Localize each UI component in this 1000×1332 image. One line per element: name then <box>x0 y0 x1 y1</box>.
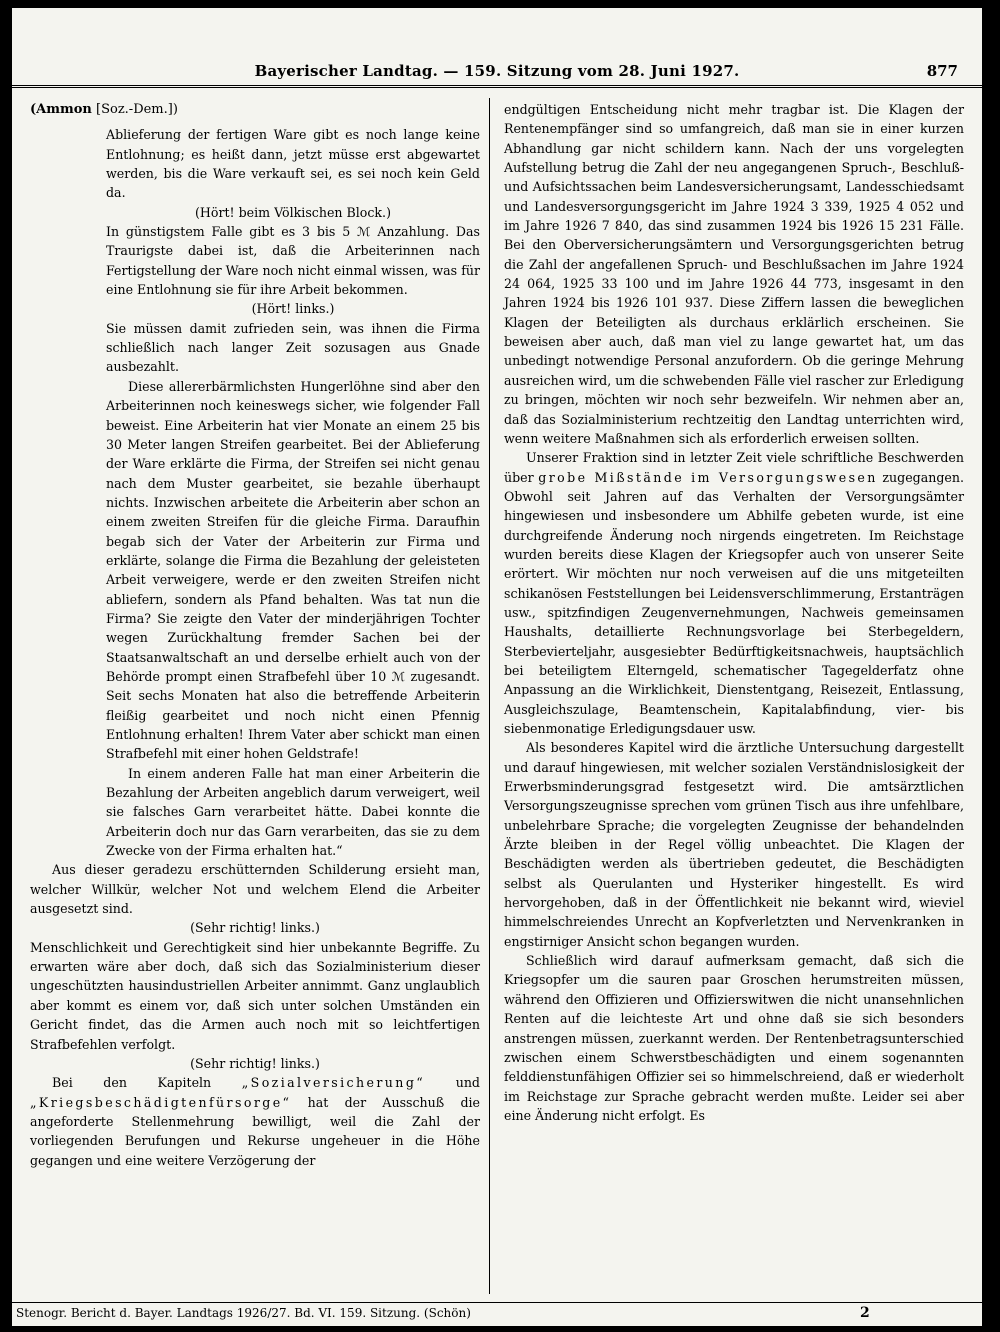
spaced-term: „Sozialversicherung“ <box>241 1075 426 1091</box>
interjection: (Sehr richtig! links.) <box>190 920 320 936</box>
page-footer <box>12 1302 982 1326</box>
quote-paragraph: Ablieferung der fertigen Ware gibt es noch lange keine Entlohnung; es heißt dann, jetzt müsse erst abgewartet werden, bis die Ware verkauft sei, es sei noch kein Geld da. <box>106 127 480 201</box>
left-column <box>30 100 480 1170</box>
speaker-name: (Ammon <box>30 102 92 117</box>
column-divider <box>489 98 490 1294</box>
text-run: zugegangen. Obwohl seit Jahren auf das Verhalten der Versorgungsämter hingewiesen und insbesondere um Abhilfe gebeten wurde, ist eine durchgreifende Änderung noch nirgends eingetreten. Im Reichstage wurden bereits diese Klagen der Kriegsopfer auch von unserer Seite erörtert. Wir möchten nur noch verweisen auf die uns mitgeteilten schikanösen Feststellungen bei Leidensverschlimmerung, Erstanträgen usw., spitzfindigen Zeugenvernehmungen, Nachweis gemeinsamen Haushalts, detaillierte Rechnungsvorlage bei Sterbegeldern, Sterbevierteljahr, ausgesiebter Bedürftigkeitsnachweis, hauptsächlich bei beteiligtem Elterngeld, schematischer Tagegelderfatz ohne Anpassung an die Wirklichkeit, Dienstentgang, Reisezeit, Entlassung, Ausgleichszulage, Beamtenschein, Kapitalabfindung, vier- bis siebenmonatige Erledigungsdauer usw. <box>504 469 964 736</box>
signature-mark: 2 <box>860 1305 870 1321</box>
text-run: Unserer Fraktion sind in letzter Zeit viele schriftliche Beschwerden über <box>504 450 964 485</box>
page-header <box>12 60 982 88</box>
interjection: (Hört! links.) <box>251 301 335 317</box>
speaker-party: [Soz.-Dem.]) <box>96 102 178 117</box>
body-paragraph <box>504 448 964 738</box>
body-paragraph <box>30 1073 480 1170</box>
spaced-term: „Kriegsbeschädigtenfürsorge“ <box>30 1094 292 1110</box>
text-run: Bei den Kapiteln <box>52 1075 212 1091</box>
header-title: Bayerischer Landtag. — 159. Sitzung vom 28. Juni 1927. <box>254 62 740 80</box>
body-paragraph: Aus dieser geradezu erschütternden Schilderung ersieht man, welcher Willkür, welcher Not und welchem Elend die Arbeiter ausgesetzt sind. <box>30 862 480 917</box>
quote-paragraph: In einem anderen Falle hat man einer Arbeiterin die Bezahlung der Arbeiten angeblich darum verweigert, weil sie falsches Garn verarbeitet hätte. Dabei konnte die Arbeiterin doch nur das Garn verarbeiten, das sie zu dem Zwecke von der Firma erhalten hat.“ <box>106 765 480 859</box>
body-paragraph: Schließlich wird darauf aufmerksam gemacht, daß sich die Kriegsopfer um die sauren paar Groschen herumstreiten müssen, während den Offizieren und Offizierswitwen die nicht unansehnlichen Renten auf die leichteste Art und ohne daß sie sich besonders anstrengen müssen, zuerkannt werden. Der Rentenbetragsunterschied zwischen einem Schwerstbeschädigten und einem sogenannten felddienstunfähigen Offizier sei so himmelschreiend, daß er wiederholt im Reichstage zur Sprache gebracht werden mußte. Leider sei aber eine Änderung nicht erfolgt. Es <box>504 953 964 1123</box>
footer-reference: Stenogr. Bericht d. Bayer. Landtags 1926/27. Bd. VI. 159. Sitzung. (Schön) <box>16 1306 471 1320</box>
text-run: hat der Ausschuß die angeforderte Stellenmehrung bewilligt, weil die Zahl der vorliegenden Berufungen und Rekurse ungeheuer in die Höhe gegangen und eine weitere Verzögerung der <box>30 1094 480 1168</box>
document-page <box>12 8 982 1326</box>
body-paragraph: Als besonderes Kapitel wird die ärztliche Untersuchung dargestellt und darauf hingewiesen, mit welcher sozialen Verständnislosigkeit der Erwerbsminderungsgrad festgesetzt wird. Die amtsärztlichen Versorgungszeugnisse sprechen vom grünen Tisch aus ihre unfehlbare, unbelehrbare Sprache; die vorgelegten Zeugnisse der behandelnden Ärzte bleiben in der Regel völlig unbeachtet. Die Klagen der Beschädigten werden als übertrieben gedeutet, die Beschädigten selbst als Querulanten und Hysteriker hingestellt. Es wird hervorgehoben, daß in der Öffentlichkeit nie bekannt wird, wieviel himmelschreiendes Unrecht an Kopfverletzten und Nervenkranken in engstirniger Ansicht schon begangen wurden. <box>504 740 964 949</box>
quoted-letter <box>30 125 480 860</box>
quote-paragraph: Diese allererbärmlichsten Hungerlöhne sind aber den Arbeiterinnen noch keineswegs sicher, wie folgender Fall beweist. Eine Arbeiterin hat vier Monate an einem 25 bis 30 Meter langen Streifen gearbeitet. Bei der Ablieferung der Ware erklärte die Firma, der Streifen sei nicht genau nach dem Muster gearbeitet, sie bezahle überhaupt nichts. Inzwischen arbeitete die Arbeiterin aber schon an einem zweiten Streifen für die gleiche Firma. Daraufhin begab sich der Vater der Arbeiterin zur Firma und erklärte, solange die Firma die Bezahlung der geleisteten Arbeit verweigere, werde er den zweiten Streifen nicht abliefern, sondern als Pfand behalten. Was tat nun die Firma? Sie zeigte den Vater der minderjährigen Tochter wegen Zurückhaltung fremder Sachen bei der Staatsanwaltschaft an und derselbe erhielt auch von der Behörde prompt einen Strafbefehl über 10 ℳ zugesandt. Seit sechs Monaten hat also die betreffende Arbeiterin fleißig gearbeitet und noch nicht einen Pfennig Entlohnung erhalten! Ihrem Vater aber schickt man einen Strafbefehl mit einer hohen Geldstrafe! <box>106 378 480 762</box>
text-run: und <box>455 1075 480 1091</box>
body-paragraph: endgültigen Entscheidung nicht mehr tragbar ist. Die Klagen der Rentenempfänger sind so umfangreich, daß man sie in einer kurzen Abhandlung gar nicht schildern kann. Nach der uns vorgelegten Aufstellung betrug die Zahl der neu angegangenen Spruch-, Beschluß- und Aufsichtssachen beim Landesversicherungsamt, Landesschiedsamt und Landesversorgungsgericht im Jahre 1924 3 339, 1925 4 052 und im Jahre 1926 7 840, das sind zusammen 1924 bis 1926 15 231 Fälle. Bei den Oberversicherungsämtern und Versorgungsgerichten betrug die Zahl der angefallenen Spruch- und Beschlußsachen im Jahre 1924 24 064, 1925 33 100 und im Jahre 1926 44 773, insgesamt in den Jahren 1924 bis 1926 101 937. Diese Ziffern lassen die beweglichen Klagen der Beteiligten als durchaus erklärlich erscheinen. Sie beweisen aber auch, daß man viel zu lange gewartet hat, um das unbedingt notwendige Personal anzufordern. Ob die geringe Mehrung ausreichen wird, um die schwebenden Fälle viel rascher zur Erledigung zu bringen, möchten wir noch sehr bezweifeln. Wir nehmen aber an, daß das Sozialministerium rechtzeitig den Landtag unterrichten wird, wenn weitere Maßnahmen sich als erforderlich erweisen sollten. <box>504 102 964 446</box>
interjection: (Hört! beim Völkischen Block.) <box>195 204 391 220</box>
quote-paragraph: Sie müssen damit zufrieden sein, was ihnen die Firma schließlich nach langer Zeit sozusagen aus Gnade ausbezahlt. <box>106 320 480 375</box>
right-column <box>504 100 964 1125</box>
body-paragraph: Menschlichkeit und Gerechtigkeit sind hier unbekannte Begriffe. Zu erwarten wäre aber doch, daß sich das Sozialministerium dieser ungeschützten hausindustriellen Arbeiter annimmt. Ganz unglaublich aber kommt es einem vor, daß sich unter solchen Umständen ein Gericht findet, das die Armen auch noch mit so leichtfertigen Strafbefehlen verfolgt. <box>30 939 480 1052</box>
interjection: (Sehr richtig! links.) <box>190 1055 320 1071</box>
speaker-line <box>30 100 480 119</box>
spaced-term: grobe Mißstände im Versorgungswesen <box>538 469 878 485</box>
quote-paragraph: In günstigstem Falle gibt es 3 bis 5 ℳ Anzahlung. Das Traurigste dabei ist, daß die Arbeiterinnen nach Fertigstellung der Ware noch nicht einmal wissen, was für eine Entlohnung sie für ihre Arbeit bekommen. <box>106 224 480 298</box>
page-number: 877 <box>926 62 958 80</box>
